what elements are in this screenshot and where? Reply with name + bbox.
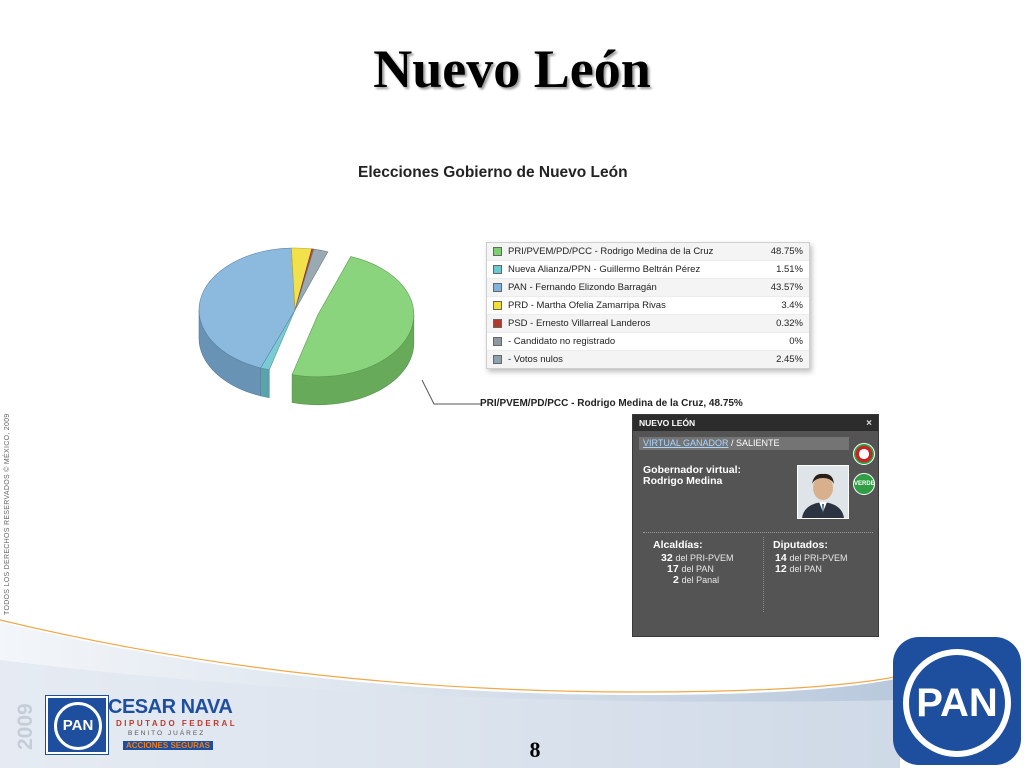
legend-swatch	[493, 319, 502, 328]
diputados-count: 14	[775, 552, 787, 564]
alcaldias-count: 32	[661, 552, 673, 564]
chart-title: Elecciones Gobierno de Nuevo León	[358, 164, 628, 181]
close-icon[interactable]: ×	[866, 417, 872, 429]
legend-value: 48.75%	[770, 246, 803, 257]
legend-label: PAN - Fernando Elizondo Barragán	[508, 282, 657, 293]
brand-subtitle-1: DIPUTADO FEDERAL	[116, 719, 238, 728]
governor-photo	[797, 465, 849, 519]
diputados-party: del PAN	[789, 564, 822, 574]
legend-item	[487, 243, 809, 261]
legend-swatch	[493, 283, 502, 292]
brand-subtitle-2: BENITO JUÁREZ	[128, 730, 206, 737]
legend-swatch	[493, 247, 502, 256]
alcaldias-row	[661, 575, 734, 586]
legend-swatch	[493, 337, 502, 346]
legend-item	[487, 297, 809, 315]
governor-label-line1: Gobernador virtual:	[643, 464, 742, 476]
verde-logo-icon: VERDE	[853, 473, 875, 495]
legend-label: PRD - Martha Ofelia Zamarripa Rivas	[508, 300, 666, 311]
legend-label: PSD - Ernesto Villarreal Landeros	[508, 318, 651, 329]
alcaldias-count: 2	[673, 574, 679, 586]
pie-slice-side	[261, 368, 270, 398]
panel-divider	[643, 532, 873, 533]
alcaldias-column	[653, 540, 734, 586]
legend-item	[487, 351, 809, 368]
legend-item	[487, 261, 809, 279]
pri-logo-icon	[853, 443, 875, 465]
legend-swatch	[493, 301, 502, 310]
tab-virtual-ganador[interactable]: VIRTUAL GANADOR	[643, 438, 729, 448]
diputados-party: del PRI-PVEM	[789, 553, 848, 563]
alcaldias-row	[661, 564, 734, 575]
brand-name: CESAR NAVA	[108, 696, 233, 718]
pie-chart	[185, 230, 455, 445]
year-vertical: 2009	[14, 703, 37, 750]
page-number: 8	[529, 737, 541, 762]
legend-item	[487, 333, 809, 351]
brand-slogan: ACCIONES SEGURAS	[123, 741, 213, 750]
legend-label: - Candidato no registrado	[508, 336, 616, 347]
diputados-column	[773, 540, 848, 575]
tab-separator: /	[728, 438, 737, 448]
pie-callout-label: PRI/PVEM/PD/PCC - Rodrigo Medina de la Cruz, 48.75%	[480, 398, 743, 409]
governor-label	[643, 465, 741, 487]
legend-swatch	[493, 265, 502, 274]
panel-tabs	[639, 437, 849, 450]
diputados-heading: Diputados:	[773, 539, 828, 551]
diputados-count: 12	[775, 563, 787, 575]
pan-logo-large-text: PAN	[903, 649, 1011, 757]
pan-logo-large	[893, 637, 1021, 765]
tab-saliente[interactable]: SALIENTE	[736, 438, 780, 448]
pan-logo-small-text: PAN	[54, 702, 102, 750]
panel-header	[633, 415, 878, 431]
copyright-vertical-text: TODOS LOS DERECHOS RESERVADOS © MÉXICO, 2009	[4, 413, 11, 615]
governor-name: Rodrigo Medina	[643, 475, 723, 487]
slide-title: Nuevo León	[373, 39, 651, 99]
legend-item	[487, 279, 809, 297]
legend-value: 2.45%	[776, 354, 803, 365]
alcaldias-heading: Alcaldías:	[653, 539, 703, 551]
legend-value: 1.51%	[776, 264, 803, 275]
chart-legend	[486, 242, 810, 369]
legend-value: 43.57%	[770, 282, 803, 293]
pan-logo-small	[46, 696, 108, 754]
legend-value: 0%	[789, 336, 803, 347]
legend-item	[487, 315, 809, 333]
alcaldias-party: del PAN	[681, 564, 714, 574]
legend-label: Nueva Alianza/PPN - Guillermo Beltrán Pérez	[508, 264, 701, 275]
alcaldias-party: del Panal	[681, 575, 720, 585]
alcaldias-party: del PRI-PVEM	[675, 553, 734, 563]
legend-value: 3.4%	[781, 300, 803, 311]
legend-label: - Votos nulos	[508, 354, 563, 365]
legend-value: 0.32%	[776, 318, 803, 329]
alcaldias-count: 17	[667, 563, 679, 575]
diputados-row	[775, 564, 848, 575]
legend-swatch	[493, 355, 502, 364]
legend-label: PRI/PVEM/PD/PCC - Rodrigo Medina de la Cruz	[508, 246, 714, 257]
panel-header-title: NUEVO LEÓN	[639, 418, 696, 428]
